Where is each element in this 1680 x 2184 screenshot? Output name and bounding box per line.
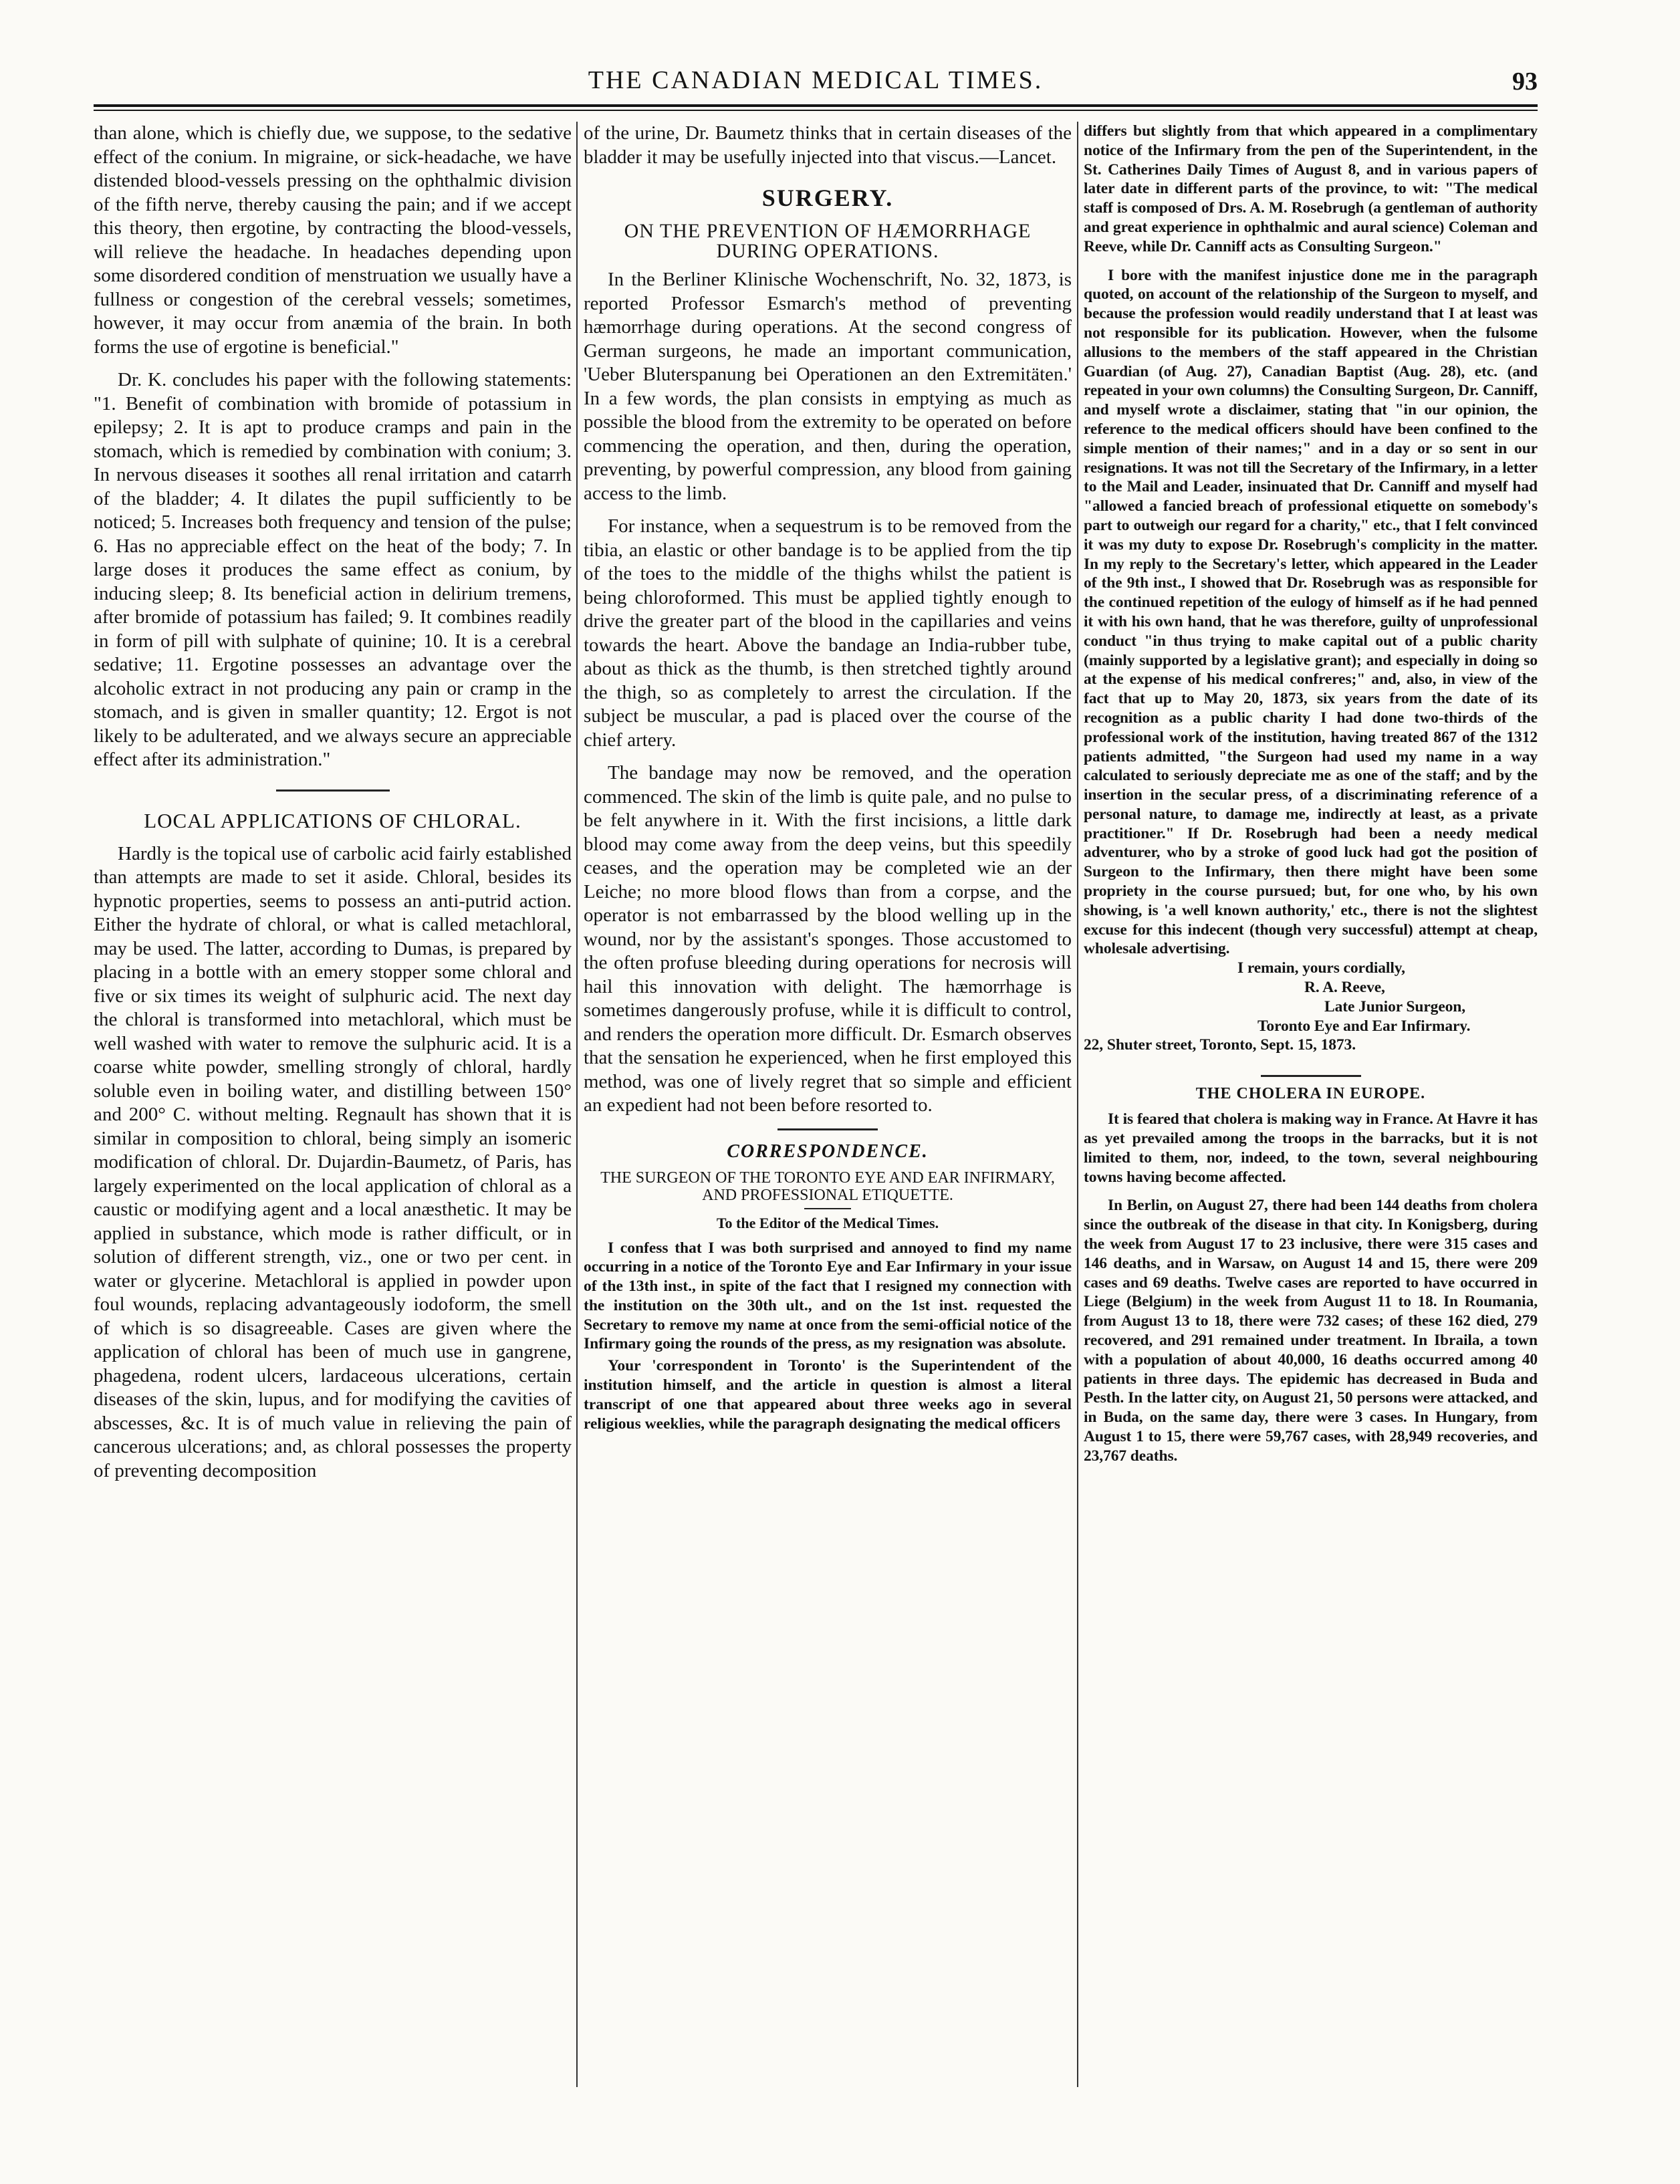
- letter-address: To the Editor of the Medical Times.: [716, 1214, 939, 1231]
- letter-dateline: 22, Shuter street, Toronto, Sept. 15, 1873.: [1084, 1036, 1356, 1054]
- paragraph: than alone, which is chiefly due, we suppose, to the sedative effect of the conium. In migraine, or sick-headache, we have distended blood-vessels pressing on the ophthalmic division of the fifth nerve, thereby causing the pain; and if we accept this theory, then ergotine, by contracting the blood-vessels, will relieve the headache. In headaches depending upon some disordered condition of menstruation we usually have a fullness or congestion of the cerebral vessels; sometimes, however, it may occur from anæmia of the brain. In both forms the use of ergotine is beneficial.": [94, 122, 572, 358]
- signature-institution: Toronto Eye and Ear Infirmary.: [1257, 1017, 1471, 1035]
- paragraph: I bore with the manifest injustice done me in the paragraph quoted, on account of the relationship of the Surgeon to myself, and because the profession would readily understand that I at least was not responsible for its publication. However, when the fulsome allusions to the members of the staff appeared in the Christian Guardian (of Aug. 27), Canadian Baptist (Aug. 28), etc. (and repeated in your own columns) the Consulting Surgeon, Dr. Canniff, and myself wrote a disclaimer, stating that "in our opinion, the reference to the medical officers should have been confined to the simple mention of their names;" and in a day or so sent in our resignations. It was not till the Secretary of the Infirmary, in a letter to the Mail and Leader, insinuated that Dr. Canniff and myself had "allowed a fancied breach of professional etiquette on somebody's part to outweigh our regard for a charity," etc., that I felt convinced it was my duty to expose Dr. Rosebrugh's complicity in the matter. In my reply to the Secretary's letter, which appeared in the Leader of the 9th inst., I showed that Dr. Rosebrugh was as responsible for the continued repetition of the eulogy of himself as if he had penned it with his own hand, that he was therefore, guilty of unprofessional conduct "in thus trying to make capital out of a public charity (mainly supported by a legislative grant); and especially in doing so at the expense of his medical confreres;" and, also, in view of the fact that up to May 20, 1873, six years from the date of its recognition as a public charity I had done two-thirds of the professional work of the institution, having treated 867 of the 1312 patients admitted, "the Surgeon had used my name in a way calculated to seriously depreciate me as one of the staff; and by the insertion in the secular press, of a discriminating reference of a personal nature, to damage me, indirectly at least, as a private practitioner." If Dr. Rosebrugh had been a needy medical adventurer, who by a stroke of good luck had got the position of Surgeon to the Infirmary, then there might have been some propriety in the course pursued; but, for one who, by his own showing, is 'a well known authority,' etc., there is not the slightest excuse for this indecent (though very successful) attempt at cheap, wholesale advertising.: [1084, 266, 1538, 958]
- paragraph: For instance, when a sequestrum is to be removed from the tibia, an elastic or other bandage is to be applied from the tip of the toes to the middle of the thighs whilst the patient is being chloroformed. This must be applied tightly enough to drive the greater part of the blood in the capillaries and veins towards the heart. Above the bandage an India-rubber tube, about as thick as the thumb, is then stretched tightly around the thigh, so as completely to arrest the circulation. If the subject be muscular, a pad is placed over the course of the chief artery.: [584, 515, 1072, 751]
- article-heading-local-applications: LOCAL APPLICATIONS OF CHLORAL.: [144, 808, 521, 832]
- article-heading-cholera: THE CHOLERA IN EUROPE.: [1195, 1085, 1426, 1103]
- column-divider-1: [576, 122, 578, 2087]
- section-rule: [276, 790, 390, 792]
- section-heading-correspondence: CORRESPONDENCE.: [727, 1140, 929, 1162]
- section-rule: [1261, 1075, 1361, 1077]
- column-3: [1084, 122, 1538, 2077]
- paragraph: It is feared that cholera is making way in France. At Havre it has as yet prevailed among the troops in the barracks, but it is not limited to them, nor, indeed, to the town, several neighbouring towns having become affected.: [1084, 1110, 1538, 1186]
- paragraph: In Berlin, on August 27, there had been 144 deaths from cholera since the outbreak of the disease in that city. In Konigsberg, during the week from August 17 to 23 inclusive, there were 315 cases and 146 deaths, and in Warsaw, on August 14 and 15, there were 209 cases and 69 deaths. Twelve cases are reported to have occurred in Liege (Belgium) in the week from August 11 to 18. In Roumania, from August 13 to 18, there were 732 cases; of these 162 died, 279 recovered, and 291 remained under treatment. In Ibraila, a town with a population of about 40,000, 16 deaths occurred among 40 patients in three days. The epidemic has decreased in Buda and Pesth. In the latter city, on August 21, 50 persons were attacked, and in Buda, on the same day, there were 3 cases. In Hungary, from August 1 to 15, there were 59,767 cases, with 28,949 recoveries, and 23,767 deaths.: [1084, 1197, 1538, 1465]
- page-number: 93: [1512, 68, 1538, 96]
- signature-title: Late Junior Surgeon,: [1324, 997, 1466, 1015]
- section-heading-surgery: SURGERY.: [761, 185, 894, 211]
- column-2: [584, 122, 1072, 2077]
- paragraph: In the Berliner Klinische Wochenschrift, No. 32, 1873, is reported Professor Esmarch's method of preventing hæmorrhage during operations. At the second congress of German surgeons, he made an important communication, 'Ueber Bluterspanung bei Operationen an den Extremitäten.' In a few words, the plan consists in emptying as much as possible the blood from the extremity to be operated on before commencing the operation, and then, during the operation, preventing, by powerful compression, any blood from gaining access to the limb.: [584, 269, 1072, 504]
- section-rule: [777, 1128, 878, 1130]
- column-1: [94, 122, 572, 2077]
- heading-rule: [804, 1208, 851, 1209]
- letter-heading: THE SURGEON OF THE TORONTO EYE AND EAR INFIRMARY, AND PROFESSIONAL ETIQUETTE.: [600, 1169, 1055, 1204]
- masthead: [94, 62, 1538, 102]
- paragraph: differs but slightly from that which appeared in a complimentary notice of the Infirmary from the pen of the Superintendent, in the St. Catherines Daily Times of August 8, and in various papers of later date in different parts of the province, to wit: "The medical staff is composed of Drs. A. M. Rosebrugh (a gentleman of authority and great experience in ophthalmic and aural science) Coleman and Reeve, while Dr. Canniff acts as Consulting Surgeon.": [1084, 122, 1538, 255]
- article-heading-prevention: ON THE PREVENTION OF HÆMORRHAGE DURING OPERATIONS.: [624, 220, 1032, 262]
- masthead-rule-top: [94, 104, 1538, 107]
- paragraph: Your 'correspondent in Toronto' is the Superintendent of the institution himself, and the article in question is almost a literal transcript of one that appeared about three weeks ago in several religious weeklies, while the paragraph designating the medical officers: [584, 1357, 1072, 1433]
- column-divider-2: [1077, 122, 1078, 2087]
- paragraph: The bandage may now be removed, and the operation commenced. The skin of the limb is quite pale, and no pulse to be felt anywhere in it. With the first incisions, a little dark blood may come away from the deep veins, but this speedily ceases, and the operation may be completed wie an der Leiche; no more blood flows than from a corpse, and the operator is not embarrassed by the blood welling up in the wound, nor by the assistant's sponges. Those accustomed to the often profuse bleeding during operations for necrosis will hail this innovation with delight. The hæmorrhage is sometimes dangerously profuse, while it is difficult to control, and renders the operation more difficult. Dr. Esmarch observes that the sensation he experienced, when he first employed this method, was one of lively regret that so simple and efficient an expedient had not been before resorted to.: [584, 762, 1072, 1116]
- paragraph: Hardly is the topical use of carbolic acid fairly established than attempts are made to set it aside. Chloral, besides its hypnotic properties, seems to possess an anti-putrid action. Either the hydrate of chloral, or what is called metachloral, may be used. The latter, according to Dumas, is prepared by placing in a bottle with an emery stopper some chloral and five or six times its weight of sulphuric acid. The next day the chloral is transformed into metachloral, which must be well washed with water to remove the sulphuric acid. It is a coarse white powder, smelling strongly of chloral, hardly soluble even in boiling water, and distilling between 150° and 200° C. without melting. Regnault has shown that it is similar in composition to chloral, being simply an isomeric modification of chloral. Dr. Dujardin-Baumetz, of Paris, has largely experimented on the local application of chloral as a caustic or modifying agent and a local anæsthetic. It may be applied in substance, which mode is rather difficult, or in solution of different strength, viz., one or two per cent. in water or glycerine. Metachloral is applied in powder upon foul wounds, replacing advantageously iodoform, the smell of which is so disagreeable. Cases are given where the application of chloral has been of much use in gangrene, phagedena, rodent ulcers, lardaceous ulcerations, certain diseases of the skin, lupus, and for modifying the cavities of abscesses, &c. It is of much value in relieving the pain of cancerous ulcerations; and, as chloral possesses the property of preventing decomposition: [94, 842, 572, 1481]
- paragraph: Dr. K. concludes his paper with the following statements: "1. Benefit of combination with bromide of potassium in epilepsy; 2. It is apt to produce cramps and pain in the stomach, which is remedied by combination with conium; 3. In nervous diseases it soothes all renal irritation and catarrh of the bladder; 4. It dilates the pupil sufficiently to be noticed; 5. Increases both frequency and tension of the pulse; 6. Has no appreciable effect on the heat of the body; 7. In large doses it produces the same effect as conium, by inducing sleep; 8. Its beneficial action in delirium tremens, after bromide of potassium has failed; 9. It combines readily in form of pill with sulphate of quinine; 10. It is a cerebral sedative; 11. Ergotine possesses an advantage over the alcoholic extract in not producing any pain or cramp in the stomach, and is given in smaller quantity; 12. Ergot is not likely to be adulterated, and we always secure an appreciable effect after its administration.": [94, 369, 572, 770]
- letter-closing: I remain, yours cordially,: [1237, 959, 1405, 977]
- paragraph: I confess that I was both surprised and annoyed to find my name occurring in a notice of the Toronto Eye and Ear Infirmary in your issue of the 13th inst., in spite of the fact that I resigned my connection with the institution on the 30th ult., and on the 1st inst. requested the Secretary to remove my name at once from the semi-official notice of the Infirmary going the rounds of the press, as my resignation was absolute.: [584, 1239, 1072, 1353]
- letter-signature: R. A. Reeve,: [1304, 979, 1385, 997]
- journal-title: THE CANADIAN MEDICAL TIMES.: [588, 66, 1044, 94]
- paragraph: of the urine, Dr. Baumetz thinks that in certain diseases of the bladder it may be usefully injected into that viscus.—Lancet.: [584, 122, 1072, 168]
- masthead-rule-bottom: [94, 110, 1538, 111]
